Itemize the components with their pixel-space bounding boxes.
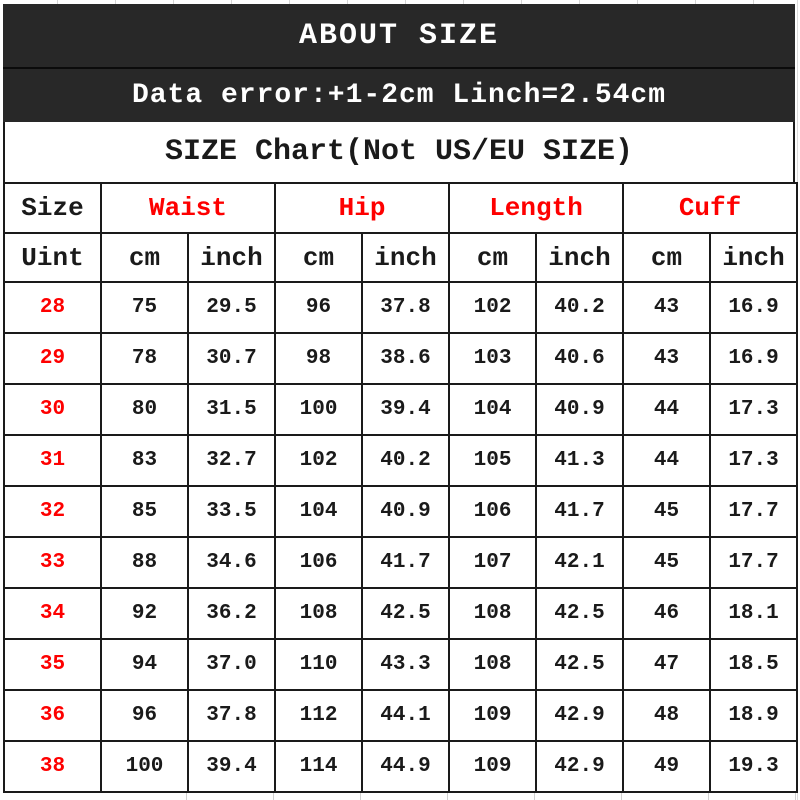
measurement-cell: 38.6: [362, 333, 449, 384]
measurement-cell: 44.1: [362, 690, 449, 741]
measurement-cell: 45: [623, 486, 710, 537]
table-row: [4, 282, 797, 333]
measurement-cell: 43.3: [362, 639, 449, 690]
measurement-cell: 29.5: [188, 282, 275, 333]
measurement-cell: 94: [101, 639, 188, 690]
measurement-cell: 107: [449, 537, 536, 588]
measurement-cell: 19.3: [710, 741, 797, 792]
measurement-cell: 41.3: [536, 435, 623, 486]
size-value-cell: 30: [4, 384, 101, 435]
measurement-cell: 104: [275, 486, 362, 537]
measurement-cell: 42.5: [362, 588, 449, 639]
measurement-cell: 75: [101, 282, 188, 333]
measurement-cell: 44: [623, 384, 710, 435]
measurement-cell: 102: [275, 435, 362, 486]
unit-cell: inch: [536, 233, 623, 282]
measurement-cell: 40.9: [362, 486, 449, 537]
size-value-cell: 33: [4, 537, 101, 588]
measurement-cell: 33.5: [188, 486, 275, 537]
measurement-cell: 30.7: [188, 333, 275, 384]
measurement-cell: 17.7: [710, 537, 797, 588]
measurement-cell: 44.9: [362, 741, 449, 792]
measurement-cell: 88: [101, 537, 188, 588]
measurement-cell: 41.7: [536, 486, 623, 537]
unit-cell: cm: [449, 233, 536, 282]
measurement-cell: 16.9: [710, 282, 797, 333]
about-size-banner: [3, 4, 795, 122]
unit-cell: cm: [623, 233, 710, 282]
measurement-cell: 106: [275, 537, 362, 588]
measurement-cell: 100: [101, 741, 188, 792]
table-row: [4, 639, 797, 690]
unit-cell: cm: [275, 233, 362, 282]
size-column-header: Size: [4, 183, 101, 233]
measurement-cell: 112: [275, 690, 362, 741]
measurement-cell: 108: [275, 588, 362, 639]
measurement-cell: 98: [275, 333, 362, 384]
measurement-cell: 17.3: [710, 384, 797, 435]
measurement-cell: 108: [449, 588, 536, 639]
measurement-cell: 103: [449, 333, 536, 384]
size-value-cell: 36: [4, 690, 101, 741]
size-chart-table: [3, 182, 798, 793]
measurement-cell: 17.7: [710, 486, 797, 537]
measurement-cell: 104: [449, 384, 536, 435]
measurement-cell: 42.1: [536, 537, 623, 588]
size-chart-heading: SIZE Chart(Not US/EU SIZE): [3, 122, 795, 182]
measurement-cell: 47: [623, 639, 710, 690]
measurement-cell: 40.2: [536, 282, 623, 333]
size-table-body: [4, 233, 797, 792]
table-row: [4, 333, 797, 384]
waist-column-header: Waist: [101, 183, 275, 233]
measurement-cell: 42.5: [536, 639, 623, 690]
measurement-cell: 40.6: [536, 333, 623, 384]
measurement-cell: 37.8: [188, 690, 275, 741]
measurement-cell: 45: [623, 537, 710, 588]
hip-column-header: Hip: [275, 183, 449, 233]
measurement-cell: 96: [101, 690, 188, 741]
table-row: [4, 486, 797, 537]
measurement-cell: 48: [623, 690, 710, 741]
measurement-cell: 106: [449, 486, 536, 537]
measurement-cell: 41.7: [362, 537, 449, 588]
group-header-row: [4, 183, 797, 233]
size-value-cell: 35: [4, 639, 101, 690]
unit-cell: inch: [188, 233, 275, 282]
measurement-cell: 16.9: [710, 333, 797, 384]
measurement-cell: 109: [449, 690, 536, 741]
measurement-cell: 44: [623, 435, 710, 486]
measurement-cell: 39.4: [188, 741, 275, 792]
table-row: [4, 588, 797, 639]
size-value-cell: 34: [4, 588, 101, 639]
measurement-cell: 42.9: [536, 690, 623, 741]
unit-cell: cm: [101, 233, 188, 282]
size-value-cell: 28: [4, 282, 101, 333]
length-column-header: Length: [449, 183, 623, 233]
measurement-cell: 36.2: [188, 588, 275, 639]
measurement-cell: 80: [101, 384, 188, 435]
measurement-cell: 39.4: [362, 384, 449, 435]
measurement-cell: 18.9: [710, 690, 797, 741]
measurement-cell: 43: [623, 333, 710, 384]
measurement-cell: 85: [101, 486, 188, 537]
measurement-cell: 40.2: [362, 435, 449, 486]
measurement-cell: 46: [623, 588, 710, 639]
banner-title: ABOUT SIZE: [3, 4, 795, 69]
table-row: [4, 384, 797, 435]
measurement-cell: 100: [275, 384, 362, 435]
measurement-cell: 110: [275, 639, 362, 690]
measurement-cell: 34.6: [188, 537, 275, 588]
measurement-cell: 17.3: [710, 435, 797, 486]
bottom-gridline-strip: [100, 793, 796, 800]
unit-row: [4, 233, 797, 282]
measurement-cell: 32.7: [188, 435, 275, 486]
unit-label-cell: Uint: [4, 233, 101, 282]
measurement-cell: 37.8: [362, 282, 449, 333]
unit-cell: inch: [362, 233, 449, 282]
measurement-cell: 78: [101, 333, 188, 384]
measurement-cell: 83: [101, 435, 188, 486]
measurement-cell: 96: [275, 282, 362, 333]
table-row: [4, 537, 797, 588]
measurement-cell: 42.5: [536, 588, 623, 639]
measurement-cell: 114: [275, 741, 362, 792]
measurement-cell: 49: [623, 741, 710, 792]
size-value-cell: 31: [4, 435, 101, 486]
table-row: [4, 690, 797, 741]
measurement-cell: 18.5: [710, 639, 797, 690]
measurement-cell: 108: [449, 639, 536, 690]
measurement-cell: 42.9: [536, 741, 623, 792]
size-value-cell: 29: [4, 333, 101, 384]
size-value-cell: 38: [4, 741, 101, 792]
measurement-cell: 43: [623, 282, 710, 333]
measurement-cell: 109: [449, 741, 536, 792]
cuff-column-header: Cuff: [623, 183, 797, 233]
measurement-cell: 31.5: [188, 384, 275, 435]
measurement-cell: 40.9: [536, 384, 623, 435]
measurement-cell: 105: [449, 435, 536, 486]
unit-cell: inch: [710, 233, 797, 282]
table-row: [4, 741, 797, 792]
size-value-cell: 32: [4, 486, 101, 537]
measurement-cell: 92: [101, 588, 188, 639]
measurement-cell: 18.1: [710, 588, 797, 639]
measurement-cell: 37.0: [188, 639, 275, 690]
banner-subtitle: Data error:+1-2cm Linch=2.54cm: [131, 80, 667, 111]
measurement-cell: 102: [449, 282, 536, 333]
table-row: [4, 435, 797, 486]
